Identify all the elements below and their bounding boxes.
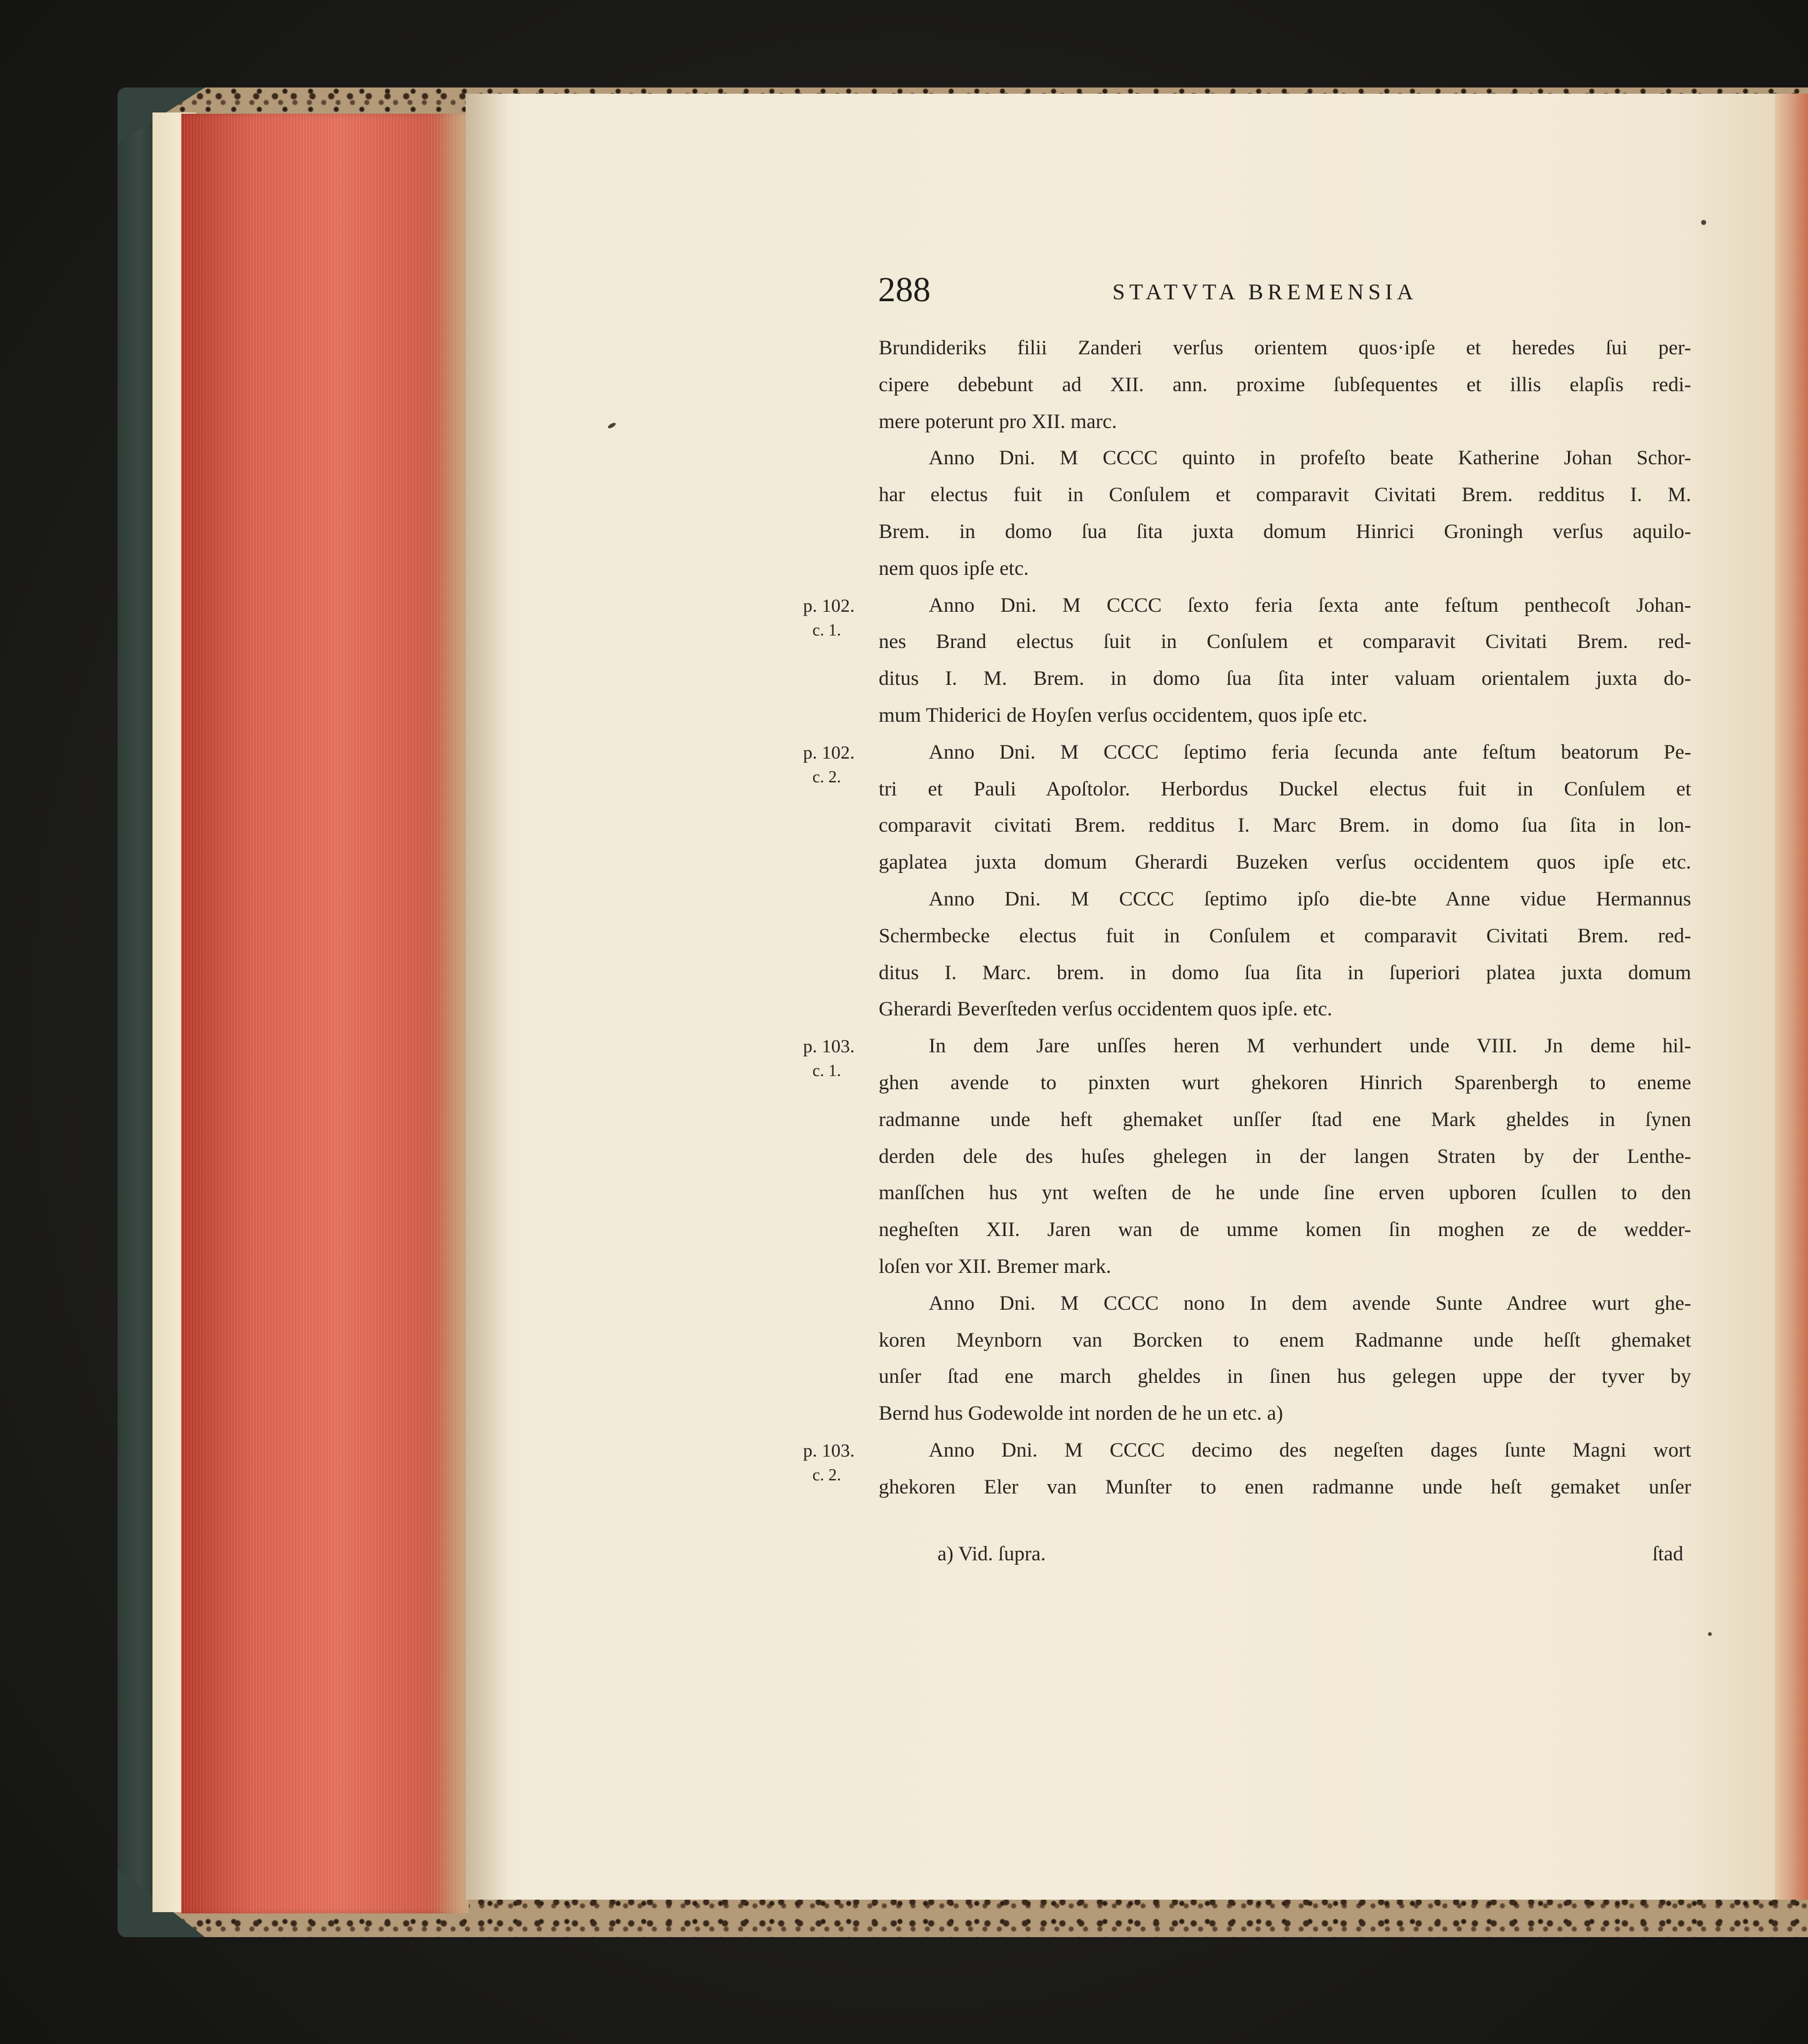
page-number: 288 bbox=[878, 271, 931, 309]
text-line: Bernd hus Godewolde int norden de he un etc. a) bbox=[879, 1402, 1283, 1425]
text-line: comparavit civitati Brem. redditus I. Marc Brem. in domo ſua ſita in lon- bbox=[879, 814, 1691, 837]
text-line: Brem. in domo ſua ſita juxta domum Hinrici Groningh verſus aquilo- bbox=[879, 521, 1691, 543]
text-line: tri et Pauli Apoſtolor. Herbordus Duckel electus fuit in Conſulem et bbox=[879, 778, 1691, 800]
margin-ref: p. 102. bbox=[803, 742, 855, 763]
margin-ref: p. 103. bbox=[803, 1036, 855, 1057]
next-page-edge bbox=[1775, 94, 1808, 1900]
text-line: Schermbecke electus fuit in Conſulem et comparavit Civitati Brem. red- bbox=[879, 925, 1691, 947]
catchword: ſtad bbox=[1652, 1543, 1684, 1565]
text-line: har electus fuit in Conſulem et comparavit Civitati Brem. redditus I. M. bbox=[879, 484, 1691, 506]
text-line: ditus I. M. Brem. in domo ſua ſita inter valuam orientalem juxta do- bbox=[879, 667, 1691, 690]
margin-ref: p. 103. bbox=[803, 1440, 855, 1461]
text-line: gaplatea juxta domum Gherardi Buzeken verſus occidentem quos ipſe etc. bbox=[879, 851, 1691, 874]
text-line: mum Thiderici de Hoyſen verſus occidentem, quos ipſe etc. bbox=[879, 704, 1368, 727]
margin-col: c. 1. bbox=[812, 1061, 841, 1080]
text-line: nes Brand electus ſuit in Conſulem et comparavit Civitati Brem. red- bbox=[879, 631, 1691, 653]
text-line: ghen avende to pinxten wurt ghekoren Hinrich Sparenbergh to eneme bbox=[879, 1072, 1691, 1094]
text-line: unſer ſtad ene march gheldes in ſinen hus gelegen uppe der tyver by bbox=[879, 1365, 1691, 1388]
page-edges-shade bbox=[437, 114, 469, 1913]
red-page-edges bbox=[181, 114, 469, 1913]
text-line: Anno Dni. M CCCC decimo des negeſten dages ſunte Magni wort bbox=[929, 1439, 1691, 1462]
paper-speck bbox=[1701, 220, 1706, 225]
text-line: Brundideriks filii Zanderi verſus orientem quos·ipſe et heredes ſui per- bbox=[879, 337, 1691, 359]
text-line: loſen vor XII. Bremer mark. bbox=[879, 1255, 1112, 1278]
text-line: Anno Dni. M CCCC ſeptimo feria ſecunda ante feſtum beatorum Pe- bbox=[929, 741, 1691, 764]
text-line: Gherardi Beverſteden verſus occidentem quos ipſe. etc. bbox=[879, 998, 1332, 1020]
paper-speck bbox=[1708, 1632, 1712, 1636]
text-line: Anno Dni. M CCCC ſexto feria ſexta ante feſtum penthecoſt Johan- bbox=[929, 594, 1691, 617]
text-line: ditus I. Marc. brem. in domo ſua ſita in ſuperiori platea juxta domum bbox=[879, 962, 1691, 984]
text-line: ghekoren Eler van Munſter to enen radmanne unde heſt gemaket unſer bbox=[879, 1476, 1691, 1498]
text-line: Anno Dni. M CCCC quinto in profeſto beate Katherine Johan Schor- bbox=[929, 447, 1691, 469]
text-line: derden dele des huſes ghelegen in der langen Straten by der Lenthe- bbox=[879, 1145, 1691, 1168]
margin-col: c. 1. bbox=[812, 621, 841, 639]
gutter-shadow bbox=[466, 94, 509, 1900]
text-line: negheſten XII. Jaren wan de umme komen ſin moghen ze de wedder- bbox=[879, 1219, 1691, 1241]
text-line: Anno Dni. M CCCC nono In dem avende Sunte Andree wurt ghe- bbox=[929, 1292, 1691, 1315]
text-line: Anno Dni. M CCCC ſeptimo ipſo die-bte Anne vidue Hermannus bbox=[929, 888, 1691, 910]
running-title: STATVTA BREMENSIA bbox=[1112, 279, 1418, 304]
text-line: koren Meynborn van Borcken to enem Radmanne unde heſſt ghemaket bbox=[879, 1329, 1691, 1352]
text-line: nem quos ipſe etc. bbox=[879, 557, 1029, 580]
text-line: cipere debebunt ad XII. ann. proxime ſubſequentes et illis elapſis redi- bbox=[879, 374, 1691, 396]
text-line: In dem Jare unſſes heren M verhundert unde VIII. Jn deme hil- bbox=[929, 1035, 1691, 1057]
text-line: manſſchen hus ynt weſten de he unde ſine erven upboren ſcullen to den bbox=[879, 1182, 1691, 1204]
text-line: radmanne unde heft ghemaket unſſer ſtad ene Mark gheldes in ſynen bbox=[879, 1109, 1691, 1131]
margin-ref: p. 102. bbox=[803, 596, 855, 616]
margin-col: c. 2. bbox=[812, 1465, 841, 1484]
text-line: mere poterunt pro XII. marc. bbox=[879, 411, 1117, 433]
footnote: a) Vid. ſupra. bbox=[937, 1543, 1046, 1565]
margin-col: c. 2. bbox=[812, 767, 841, 786]
